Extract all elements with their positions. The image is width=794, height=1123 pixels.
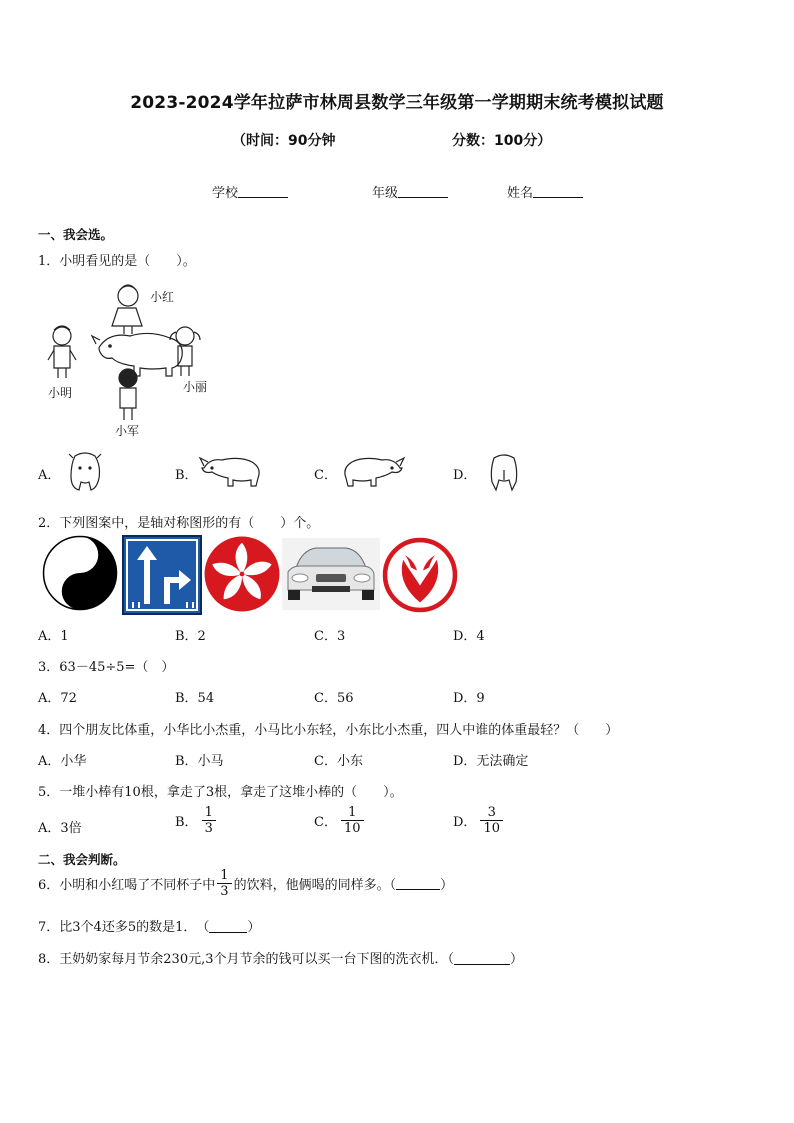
q7-text: 7．比3个4还多5的数是1． （ — [38, 920, 210, 935]
rhino-right-side-icon — [338, 452, 406, 490]
label-xiaoming: 小明 — [48, 386, 73, 400]
q4-option-d[interactable]: D．无法确定 — [453, 754, 529, 769]
question-1: 1．小明看见的是（ ）。 — [38, 254, 196, 269]
name-field — [507, 182, 583, 201]
q3-option-d[interactable]: D．9 — [453, 691, 485, 706]
fraction-three-tenths: $\frac{3}{10}$ — [480, 805, 503, 836]
grade-label: 年级 — [372, 186, 399, 201]
exam-score: 分数：100分） — [452, 133, 552, 149]
q2-option-b[interactable]: B．2 — [175, 629, 206, 644]
label-xiaoli: 小丽 — [183, 380, 208, 394]
q4-option-a[interactable]: A．小华 — [38, 754, 87, 769]
road-sign-icon — [123, 536, 201, 614]
section-2-title: 二、我会判断。 — [38, 852, 126, 867]
bauhinia-flag-icon — [203, 535, 281, 613]
label-xiaojun: 小军 — [115, 424, 140, 438]
q5-option-c-label: C． — [314, 815, 337, 830]
school-field — [212, 182, 288, 201]
q1-option-b[interactable]: B． — [175, 468, 198, 483]
name-label: 姓名 — [507, 186, 534, 201]
rhino-left-side-icon — [198, 452, 264, 490]
question-2: 2．下列图案中，是轴对称图形的有（ ）个。 — [38, 516, 320, 531]
name-blank[interactable] — [533, 185, 583, 198]
fraction-one-third: $\frac{1}{3}$ — [202, 805, 216, 836]
q5-option-d[interactable] — [453, 805, 503, 836]
exam-time: （时间：90分钟 — [232, 133, 336, 149]
q6-answer-blank[interactable] — [396, 877, 440, 890]
q2-option-a[interactable]: A．1 — [38, 629, 69, 644]
q3-option-c[interactable]: C．56 — [314, 691, 354, 706]
grade-blank[interactable] — [398, 185, 448, 198]
yin-yang-icon — [42, 535, 118, 611]
question-6: 6．小明和小红喝了不同杯子中 $\frac{1}{3}$ 的饮料，他俩喝的同样多。（ ） — [38, 868, 454, 899]
q5-option-b[interactable] — [175, 805, 216, 836]
school-blank[interactable] — [238, 185, 288, 198]
rhino-rear-view-icon — [486, 450, 522, 492]
rhino-scene-illustration — [40, 278, 220, 438]
q5-option-c[interactable] — [314, 805, 364, 836]
q6-text-end: 的饮料，他俩喝的同样多。（ — [233, 878, 397, 893]
q4-option-c[interactable]: C．小东 — [314, 754, 363, 769]
school-label: 学校 — [212, 186, 239, 201]
question-7: 7．比3个4还多5的数是1． （ ） — [38, 920, 261, 935]
q5-option-b-label: B． — [175, 815, 198, 830]
q1-option-d[interactable]: D． — [453, 468, 477, 483]
q7-answer-blank[interactable] — [209, 920, 247, 933]
q2-option-c[interactable]: C．3 — [314, 629, 346, 644]
question-3: 3．63－45÷5=（ ） — [38, 660, 175, 675]
q2-option-d[interactable]: D．4 — [453, 629, 485, 644]
fraction-one-third-q6: $\frac{1}{3}$ — [217, 868, 231, 899]
q5-option-d-label: D． — [453, 815, 477, 830]
grade-field — [372, 182, 448, 201]
q8-answer-blank[interactable] — [454, 952, 510, 965]
page-title: 2023-2024学年拉萨市林周县数学三年级第一学期期末统考模拟试题 — [130, 93, 664, 113]
car-icon — [282, 538, 380, 610]
question-8: 8．王奶奶家每月节余230元,3个月节余的钱可以买一台下图的洗衣机．（ ） — [38, 952, 524, 967]
q1-option-a[interactable]: A． — [38, 468, 61, 483]
q3-option-b[interactable]: B．54 — [175, 691, 215, 706]
q3-option-a[interactable]: A．72 — [38, 691, 77, 706]
section-1-title: 一、我会选。 — [38, 227, 114, 242]
dongfeng-logo-icon — [382, 537, 458, 613]
question-5: 5．一堆小棒有10根，拿走了3根，拿走了这堆小棒的（ ）。 — [38, 785, 403, 800]
label-xiaohong: 小红 — [150, 290, 175, 304]
question-4: 4．四个朋友比体重，小华比小杰重，小马比小东轻，小东比小杰重，四人中谁的体重最轻？（ ） — [38, 723, 619, 738]
q1-option-c[interactable]: C． — [314, 468, 337, 483]
fraction-one-tenth: $\frac{1}{10}$ — [341, 805, 364, 836]
rhino-back-view-icon — [65, 450, 105, 492]
q4-option-b[interactable]: B．小马 — [175, 754, 224, 769]
q6-text-start: 6．小明和小红喝了不同杯子中 — [38, 878, 216, 893]
q8-text: 8．王奶奶家每月节余230元,3个月节余的钱可以买一台下图的洗衣机．（ — [38, 952, 454, 967]
q5-option-a[interactable]: A．3倍 — [38, 821, 82, 836]
